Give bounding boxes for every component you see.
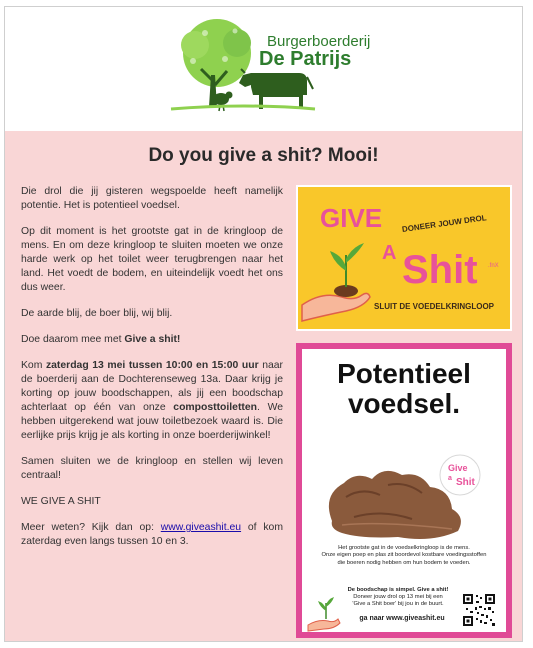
page-title: Do you give a shit? Mooi!	[148, 145, 379, 166]
paragraph-5-e: . We hebben uitgerekend wat jouw toiletbezoek waard is. Die eerlijke prijs krijg je als korting in onze boerderijwinkel!	[21, 402, 283, 441]
poster-info-3: die boeren nodig hebben om hun bodem te voeden.	[337, 559, 471, 566]
paragraph-5-c: naar de boerderij aan de Dochterenseweg 13a. Daar krijg je korting op jouw boodschappen, als jij een boodschap achterlaat op één van onze	[21, 360, 283, 413]
poster-info-4: De boodschap is simpel. Give a shit!	[347, 587, 449, 593]
promo-arc-top: DONEER JOUW DROL	[401, 213, 488, 234]
header	[5, 7, 522, 131]
poster-url: ga naar www.giveashit.eu	[359, 615, 445, 622]
give-a-shit-promo-image	[296, 185, 512, 331]
poster-hand-icon	[306, 593, 346, 633]
poster-badge-3: Shit	[456, 477, 475, 488]
paragraph-5-a: Kom	[21, 360, 46, 371]
paragraph-8-prefix: Meer weten? Kijk dan op:	[21, 522, 161, 533]
promo-tm: .fnX	[488, 263, 499, 269]
brand-line-1: Burgerboerderij	[267, 33, 371, 50]
promo-shit: Shit	[402, 248, 478, 292]
promo-arc-bottom: SLUIT DE VOEDELKRINGLOOP	[374, 302, 495, 311]
paragraph-2: Op dit moment is het grootste gat in de kringloop de mens. En om deze kringloop te sluiten moeten we onze harde werk op het toilet weer terugbrengen naar het land. Het voedt de bodem, en uiteindelijk voedt het ons dus weer.	[21, 226, 283, 293]
paragraph-4	[21, 333, 283, 347]
paragraph-7: WE GIVE A SHIT	[21, 496, 101, 507]
promo-give: GIVE	[320, 203, 383, 233]
content-area	[5, 131, 522, 641]
promo-a: A	[382, 242, 397, 264]
paragraph-3: De aarde blij, de boer blij, wij blij.	[21, 308, 173, 319]
article-text	[21, 185, 283, 561]
poster-title-1: Potentieel	[337, 358, 471, 389]
giveashit-link[interactable]: www.giveashit.eu	[160, 522, 242, 533]
poster-info-2: Onze eigen poep en plas zit boordevol kostbare voedingsstoffen	[321, 552, 487, 559]
poster-badge-1: Give	[448, 463, 468, 473]
paragraph-4-prefix: Doe daarom mee met	[21, 334, 125, 345]
brand-logo	[165, 15, 375, 119]
paragraph-1: Die drol die jij gisteren wegspoelde heeft namelijk potentie. Het is potentieel voedsel.	[21, 186, 283, 211]
paragraph-6: Samen sluiten we de kringloop en stellen wij leven centraal!	[21, 456, 283, 481]
poster-badge-2: a	[448, 475, 452, 482]
promo-graphic	[298, 187, 510, 329]
potentieel-voedsel-poster	[296, 343, 512, 638]
paragraph-5	[21, 359, 283, 443]
give-a-shit-bold: Give a shit!	[124, 334, 181, 345]
poster-info-5: Doneer jouw drol op 13 mei bij een	[353, 594, 443, 600]
brand-line-2: De Patrijs	[259, 48, 352, 70]
compost-toilets: composttoiletten	[173, 402, 258, 413]
poster-info-1: Het grootste gat in de voedselkringloop is de mens.	[338, 545, 470, 551]
poster-graphic	[302, 425, 506, 565]
poster-info-secondary	[338, 587, 458, 608]
poster-title	[302, 359, 506, 419]
poster-info-6: 'Give a Shit boer' bij jou in de buurt.	[352, 601, 444, 607]
poster-title-2: voedsel.	[347, 388, 461, 419]
event-datetime: zaterdag 13 mei tussen 10:00 en 15:00 uur	[45, 360, 259, 371]
paragraph-8-suffix: of kom zaterdag even langs tussen 10 en 3.	[21, 522, 283, 547]
poster-info	[312, 545, 496, 567]
paragraph-8	[21, 521, 283, 549]
newsletter-frame	[4, 6, 523, 642]
qr-code-icon	[462, 593, 496, 627]
